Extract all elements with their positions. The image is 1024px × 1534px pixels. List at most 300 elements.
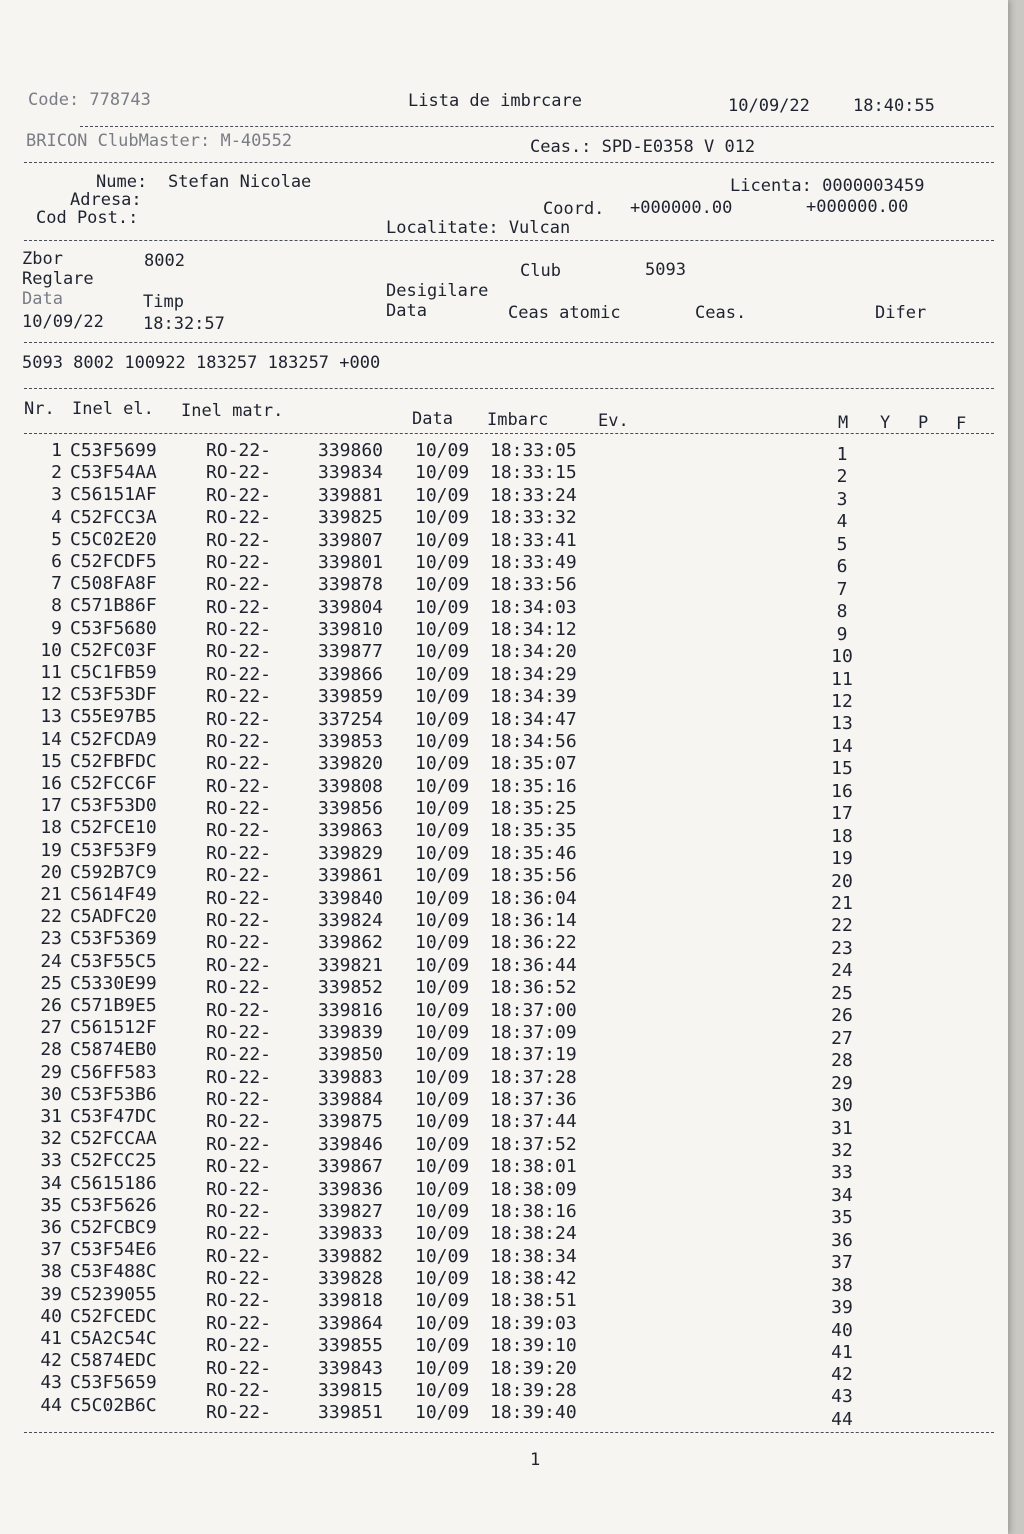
boarding-date: 10/09 bbox=[415, 440, 470, 461]
registration-number: 339861 bbox=[318, 865, 384, 887]
system-id: BRICON ClubMaster: M-40552 bbox=[26, 131, 293, 151]
electronic-ring-id: C561512F bbox=[70, 1017, 157, 1039]
electronic-ring-id: C5C1FB59 bbox=[70, 662, 157, 683]
address-label: Adresa: bbox=[70, 190, 142, 210]
registration-number: 339860 bbox=[318, 440, 384, 461]
boarding-time: 18:37:19 bbox=[490, 1044, 577, 1066]
registration-number: 339881 bbox=[318, 484, 384, 506]
position-m: 3 bbox=[836, 488, 848, 510]
table-row bbox=[0, 728, 1008, 757]
registration-number: 339820 bbox=[318, 753, 384, 775]
page-number: 1 bbox=[530, 1450, 541, 1470]
electronic-ring-id: C571B86F bbox=[70, 595, 157, 617]
boarding-date: 10/09 bbox=[415, 1021, 470, 1043]
registration-number: 339810 bbox=[318, 619, 384, 641]
position-m: 26 bbox=[831, 1005, 853, 1027]
ring-prefix: RO-22- bbox=[206, 775, 272, 797]
electronic-ring-id: C52FC03F bbox=[70, 639, 157, 661]
ring-prefix: RO-22- bbox=[206, 1335, 272, 1357]
electronic-ring-id: C52FCEDC bbox=[70, 1305, 157, 1327]
boarding-time: 18:39:28 bbox=[490, 1379, 577, 1401]
boarding-date: 10/09 bbox=[415, 708, 470, 730]
ring-prefix: RO-22- bbox=[206, 1066, 272, 1088]
row-number: 27 bbox=[40, 1017, 62, 1039]
position-m: 35 bbox=[831, 1207, 853, 1229]
electronic-ring-id: C5A2C54C bbox=[70, 1328, 157, 1349]
electronic-ring-id: C52FCDF5 bbox=[70, 551, 157, 572]
boarding-time: 18:38:51 bbox=[490, 1290, 577, 1312]
boarding-time: 18:38:24 bbox=[490, 1223, 577, 1245]
boarding-date: 10/09 bbox=[415, 798, 470, 820]
ring-prefix: RO-22- bbox=[206, 686, 272, 708]
position-m: 1 bbox=[836, 444, 848, 465]
name-label: Nume: bbox=[96, 172, 148, 192]
boarding-time: 18:36:04 bbox=[490, 887, 577, 909]
row-number: 8 bbox=[51, 595, 62, 617]
boarding-date: 10/09 bbox=[415, 1223, 470, 1245]
table-row bbox=[0, 773, 1008, 802]
boarding-time: 18:34:12 bbox=[490, 619, 577, 641]
table-row bbox=[0, 1017, 1008, 1049]
row-number: 25 bbox=[40, 972, 62, 994]
position-m: 43 bbox=[831, 1386, 853, 1408]
row-number: 12 bbox=[40, 684, 62, 706]
electronic-ring-id: C53F54E6 bbox=[70, 1239, 157, 1261]
row-number: 2 bbox=[51, 462, 62, 484]
flight-number: 8002 bbox=[144, 251, 185, 271]
boarding-time: 18:37:28 bbox=[490, 1066, 577, 1088]
position-m: 23 bbox=[831, 937, 853, 959]
boarding-date: 10/09 bbox=[415, 1044, 470, 1066]
boarding-time: 18:35:46 bbox=[490, 842, 577, 864]
registration-number: 339859 bbox=[318, 686, 384, 708]
electronic-ring-id: C5C02B6C bbox=[70, 1394, 157, 1416]
ring-prefix: RO-22- bbox=[206, 909, 272, 931]
table-row bbox=[0, 750, 1008, 780]
row-number: 28 bbox=[40, 1039, 62, 1061]
boarding-date: 10/09 bbox=[415, 1268, 470, 1290]
position-m: 33 bbox=[831, 1162, 853, 1184]
row-number: 4 bbox=[51, 506, 62, 528]
boarding-date: 10/09 bbox=[415, 1379, 470, 1401]
electronic-ring-id: C53F55C5 bbox=[70, 950, 157, 972]
row-number: 10 bbox=[40, 639, 62, 661]
divider bbox=[24, 1432, 994, 1433]
ring-prefix: RO-22- bbox=[206, 798, 272, 820]
boarding-time: 18:34:20 bbox=[490, 641, 577, 663]
row-number: 6 bbox=[51, 551, 62, 572]
boarding-date: 10/09 bbox=[415, 574, 470, 596]
electronic-ring-id: C52FCCAA bbox=[70, 1128, 157, 1150]
row-number: 36 bbox=[40, 1217, 62, 1238]
position-m: 15 bbox=[831, 758, 853, 780]
postal-code-label: Cod Post.: bbox=[36, 208, 139, 228]
row-number: 32 bbox=[40, 1128, 62, 1150]
ring-prefix: RO-22- bbox=[206, 1111, 272, 1133]
electronic-ring-id: C53F53B6 bbox=[70, 1083, 157, 1105]
divider bbox=[24, 342, 994, 343]
boarding-date: 10/09 bbox=[415, 1245, 470, 1267]
col-date: Data bbox=[412, 409, 453, 429]
setting-date-label: Data bbox=[22, 289, 63, 309]
ring-prefix: RO-22- bbox=[206, 641, 272, 663]
divider bbox=[24, 433, 994, 434]
table-row bbox=[0, 551, 1008, 578]
registration-number: 339875 bbox=[318, 1111, 384, 1133]
boarding-date: 10/09 bbox=[415, 529, 470, 551]
divider bbox=[80, 126, 994, 127]
row-number: 37 bbox=[40, 1239, 62, 1261]
boarding-date: 10/09 bbox=[415, 753, 470, 775]
boarding-time: 18:37:09 bbox=[490, 1021, 577, 1043]
unsealing-label: Desigilare bbox=[386, 281, 489, 301]
boarding-date: 10/09 bbox=[415, 484, 470, 506]
electronic-ring-id: C56FF583 bbox=[70, 1061, 157, 1083]
position-m: 6 bbox=[836, 556, 848, 578]
row-number: 26 bbox=[40, 995, 62, 1016]
row-number: 23 bbox=[40, 928, 62, 950]
position-m: 18 bbox=[831, 825, 853, 847]
row-number: 38 bbox=[40, 1261, 62, 1283]
row-number: 3 bbox=[51, 484, 62, 506]
boarding-date: 10/09 bbox=[415, 1312, 470, 1334]
boarding-time: 18:34:47 bbox=[490, 708, 577, 730]
row-number: 20 bbox=[40, 861, 62, 883]
divider bbox=[24, 162, 994, 163]
table-row bbox=[0, 706, 1008, 735]
position-m: 24 bbox=[831, 960, 853, 982]
registration-number: 339850 bbox=[318, 1044, 384, 1066]
ring-prefix: RO-22- bbox=[206, 1379, 272, 1401]
boarding-date: 10/09 bbox=[415, 507, 470, 529]
row-number: 21 bbox=[40, 884, 62, 905]
table-row bbox=[0, 484, 1008, 510]
row-number: 14 bbox=[40, 728, 62, 750]
electronic-ring-id: C571B9E5 bbox=[70, 995, 157, 1016]
boarding-date: 10/09 bbox=[415, 1335, 470, 1357]
table-row bbox=[0, 861, 1008, 892]
clock-id: Ceas.: SPD-E0358 V 012 bbox=[530, 137, 756, 157]
position-m: 8 bbox=[836, 601, 848, 623]
ring-prefix: RO-22- bbox=[206, 529, 272, 551]
boarding-date: 10/09 bbox=[415, 909, 470, 931]
coord-y: +000000.00 bbox=[806, 197, 909, 217]
row-number: 34 bbox=[40, 1172, 62, 1194]
position-m: 41 bbox=[831, 1342, 853, 1363]
position-m: 7 bbox=[836, 578, 848, 600]
boarding-time: 18:39:40 bbox=[490, 1402, 577, 1424]
table-row bbox=[0, 817, 1008, 847]
boarding-date: 10/09 bbox=[415, 641, 470, 663]
row-number: 41 bbox=[40, 1328, 62, 1349]
table-row bbox=[0, 440, 1008, 465]
table-row bbox=[0, 573, 1008, 600]
registration-number: 339807 bbox=[318, 529, 384, 551]
table-row bbox=[0, 1394, 1008, 1430]
electronic-ring-id: C53F5699 bbox=[70, 440, 157, 461]
registration-number: 339839 bbox=[318, 1021, 384, 1043]
print-date: 10/09/22 bbox=[728, 96, 810, 116]
boarding-time: 18:33:15 bbox=[490, 462, 577, 484]
position-m: 30 bbox=[831, 1095, 853, 1117]
electronic-ring-id: C53F5626 bbox=[70, 1194, 157, 1216]
position-m: 5 bbox=[836, 533, 848, 555]
col-f: F bbox=[956, 414, 967, 434]
boarding-date: 10/09 bbox=[415, 1178, 470, 1200]
print-time: 18:40:55 bbox=[853, 96, 935, 116]
registration-number: 339846 bbox=[318, 1133, 384, 1155]
table-row bbox=[0, 884, 1008, 914]
registration-number: 339856 bbox=[318, 798, 384, 820]
electronic-ring-id: C5ADFC20 bbox=[70, 906, 157, 928]
col-nr: Nr. bbox=[24, 399, 55, 419]
divider bbox=[24, 388, 994, 389]
boarding-date: 10/09 bbox=[415, 887, 470, 909]
position-m: 28 bbox=[831, 1050, 853, 1072]
boarding-date: 10/09 bbox=[415, 686, 470, 708]
position-m: 14 bbox=[831, 735, 853, 757]
electronic-ring-id: C53F488C bbox=[70, 1261, 157, 1283]
difference-label: Difer bbox=[875, 303, 927, 323]
boarding-time: 18:33:41 bbox=[490, 529, 577, 551]
position-m: 38 bbox=[831, 1274, 853, 1296]
registration-number: 339855 bbox=[318, 1335, 384, 1357]
col-boarding: Imbarc bbox=[487, 410, 549, 430]
boarding-time: 18:39:10 bbox=[490, 1335, 577, 1357]
setting-date: 10/09/22 bbox=[22, 312, 104, 332]
position-m: 21 bbox=[831, 893, 853, 914]
ring-prefix: RO-22- bbox=[206, 1021, 272, 1043]
col-electronic-ring: Inel el. bbox=[72, 399, 154, 419]
boarding-time: 18:36:22 bbox=[490, 932, 577, 954]
boarding-date: 10/09 bbox=[415, 1133, 470, 1155]
position-m: 12 bbox=[831, 690, 853, 712]
boarding-time: 18:35:35 bbox=[490, 820, 577, 842]
boarding-date: 10/09 bbox=[415, 619, 470, 641]
position-m: 29 bbox=[831, 1072, 853, 1094]
table-row bbox=[0, 595, 1008, 623]
ring-prefix: RO-22- bbox=[206, 977, 272, 999]
position-m: 40 bbox=[831, 1319, 853, 1341]
row-number: 13 bbox=[40, 706, 62, 728]
registration-number: 339818 bbox=[318, 1290, 384, 1312]
ring-prefix: RO-22- bbox=[206, 596, 272, 618]
row-number: 40 bbox=[40, 1305, 62, 1327]
ring-prefix: RO-22- bbox=[206, 574, 272, 596]
ring-prefix: RO-22- bbox=[206, 1089, 272, 1111]
position-m: 25 bbox=[831, 982, 853, 1004]
electronic-ring-id: C53F54AA bbox=[70, 462, 157, 484]
registration-number: 339804 bbox=[318, 596, 384, 618]
boarding-time: 18:38:34 bbox=[490, 1245, 577, 1267]
registration-number: 339801 bbox=[318, 551, 384, 573]
ring-prefix: RO-22- bbox=[206, 820, 272, 842]
boarding-time: 18:38:16 bbox=[490, 1200, 577, 1222]
row-number: 35 bbox=[40, 1194, 62, 1216]
boarding-date: 10/09 bbox=[415, 977, 470, 999]
boarding-time: 18:38:01 bbox=[490, 1156, 577, 1178]
row-number: 29 bbox=[40, 1061, 62, 1083]
ring-prefix: RO-22- bbox=[206, 440, 272, 461]
electronic-ring-id: C52FCE10 bbox=[70, 817, 157, 839]
ring-prefix: RO-22- bbox=[206, 865, 272, 887]
boarding-time: 18:34:03 bbox=[490, 596, 577, 618]
boarding-date: 10/09 bbox=[415, 1200, 470, 1222]
position-m: 42 bbox=[831, 1364, 853, 1386]
position-m: 39 bbox=[831, 1297, 853, 1319]
ring-prefix: RO-22- bbox=[206, 663, 272, 685]
locality: Localitate: Vulcan bbox=[386, 218, 571, 238]
flight-label: Zbor bbox=[22, 249, 63, 269]
registration-number: 339821 bbox=[318, 954, 384, 976]
code-label: Code: 778743 bbox=[28, 90, 151, 110]
registration-number: 339833 bbox=[318, 1223, 384, 1245]
registration-number: 339824 bbox=[318, 909, 384, 931]
owner-name: Stefan Nicolae bbox=[168, 172, 312, 192]
boarding-time: 18:34:29 bbox=[490, 663, 577, 685]
position-m: 10 bbox=[831, 646, 853, 668]
position-m: 34 bbox=[831, 1184, 853, 1206]
clock-label: Ceas. bbox=[695, 303, 747, 323]
ring-prefix: RO-22- bbox=[206, 1402, 272, 1424]
table-row bbox=[0, 928, 1008, 959]
ring-prefix: RO-22- bbox=[206, 507, 272, 529]
electronic-ring-id: C53F53DF bbox=[70, 684, 157, 706]
boarding-time: 18:34:39 bbox=[490, 686, 577, 708]
row-number: 39 bbox=[40, 1283, 62, 1305]
electronic-ring-id: C56151AF bbox=[70, 484, 157, 506]
registration-number: 339815 bbox=[318, 1379, 384, 1401]
electronic-ring-id: C52FCC6F bbox=[70, 773, 157, 794]
boarding-date: 10/09 bbox=[415, 820, 470, 842]
atomic-clock-label: Ceas atomic bbox=[508, 303, 621, 323]
row-number: 5 bbox=[51, 528, 62, 550]
boarding-date: 10/09 bbox=[415, 1290, 470, 1312]
ring-prefix: RO-22- bbox=[206, 730, 272, 752]
table-row bbox=[0, 662, 1008, 690]
boarding-time: 18:37:36 bbox=[490, 1089, 577, 1111]
electronic-ring-id: C5614F49 bbox=[70, 884, 157, 905]
boarding-time: 18:33:32 bbox=[490, 507, 577, 529]
boarding-date: 10/09 bbox=[415, 663, 470, 685]
registration-number: 339808 bbox=[318, 775, 384, 797]
row-number: 9 bbox=[51, 617, 62, 639]
electronic-ring-id: C52FBFDC bbox=[70, 750, 157, 772]
boarding-time: 18:38:42 bbox=[490, 1268, 577, 1290]
electronic-ring-id: C5874EDC bbox=[70, 1350, 157, 1372]
registration-number: 339853 bbox=[318, 730, 384, 752]
ring-prefix: RO-22- bbox=[206, 753, 272, 775]
electronic-ring-id: C52FCDA9 bbox=[70, 728, 157, 750]
boarding-date: 10/09 bbox=[415, 1089, 470, 1111]
registration-number: 339840 bbox=[318, 887, 384, 909]
position-m: 37 bbox=[831, 1252, 853, 1274]
boarding-time: 18:35:56 bbox=[490, 865, 577, 887]
row-number: 30 bbox=[40, 1083, 62, 1105]
ring-prefix: RO-22- bbox=[206, 1133, 272, 1155]
position-m: 32 bbox=[831, 1139, 853, 1161]
position-m: 4 bbox=[836, 511, 848, 533]
table-row bbox=[0, 684, 1008, 712]
boarding-date: 10/09 bbox=[415, 842, 470, 864]
ring-prefix: RO-22- bbox=[206, 1268, 272, 1290]
boarding-time: 18:33:56 bbox=[490, 574, 577, 596]
boarding-time: 18:39:20 bbox=[490, 1357, 577, 1379]
boarding-date: 10/09 bbox=[415, 551, 470, 573]
table-row bbox=[0, 528, 1008, 555]
ring-prefix: RO-22- bbox=[206, 484, 272, 506]
ring-prefix: RO-22- bbox=[206, 954, 272, 976]
document-title: Lista de imbrcare bbox=[408, 91, 582, 111]
table-row bbox=[0, 839, 1008, 870]
row-number: 31 bbox=[40, 1106, 62, 1127]
table-row bbox=[0, 906, 1008, 937]
ring-prefix: RO-22- bbox=[206, 619, 272, 641]
coord-label: Coord. bbox=[543, 199, 605, 219]
club-number: 5093 bbox=[645, 260, 686, 280]
row-number: 18 bbox=[40, 817, 62, 839]
table-row bbox=[0, 617, 1008, 645]
ring-prefix: RO-22- bbox=[206, 1245, 272, 1267]
setting-time: 18:32:57 bbox=[143, 314, 225, 334]
row-number: 15 bbox=[40, 750, 62, 772]
unsealing-date-label: Data bbox=[386, 301, 427, 321]
ring-prefix: RO-22- bbox=[206, 842, 272, 864]
ring-prefix: RO-22- bbox=[206, 1357, 272, 1379]
row-number: 43 bbox=[40, 1372, 62, 1394]
registration-number: 339867 bbox=[318, 1156, 384, 1178]
ring-prefix: RO-22- bbox=[206, 1044, 272, 1066]
boarding-time: 18:38:09 bbox=[490, 1178, 577, 1200]
ring-prefix: RO-22- bbox=[206, 1156, 272, 1178]
registration-number: 339863 bbox=[318, 820, 384, 842]
position-m: 13 bbox=[831, 713, 853, 735]
boarding-date: 10/09 bbox=[415, 865, 470, 887]
registration-number: 339816 bbox=[318, 999, 384, 1021]
boarding-time: 18:35:07 bbox=[490, 753, 577, 775]
col-y: Y bbox=[880, 413, 891, 433]
electronic-ring-id: C53F53F9 bbox=[70, 839, 157, 861]
table-row bbox=[0, 462, 1008, 488]
registration-number: 339866 bbox=[318, 663, 384, 685]
row-number: 1 bbox=[51, 440, 62, 461]
boarding-date: 10/09 bbox=[415, 775, 470, 797]
table-row bbox=[0, 950, 1008, 982]
electronic-ring-id: C53F5659 bbox=[70, 1372, 157, 1394]
col-m: M bbox=[838, 413, 849, 433]
registration-number: 339877 bbox=[318, 641, 384, 663]
electronic-ring-id: C508FA8F bbox=[70, 573, 157, 595]
ring-prefix: RO-22- bbox=[206, 1178, 272, 1200]
boarding-time: 18:34:56 bbox=[490, 730, 577, 752]
boarding-time: 18:33:49 bbox=[490, 551, 577, 573]
position-m: 31 bbox=[831, 1117, 853, 1139]
boarding-date: 10/09 bbox=[415, 999, 470, 1021]
row-number: 44 bbox=[40, 1394, 62, 1416]
row-number: 42 bbox=[40, 1350, 62, 1372]
electronic-ring-id: C5C02E20 bbox=[70, 528, 157, 550]
position-m: 20 bbox=[831, 870, 853, 892]
registration-number: 339878 bbox=[318, 574, 384, 596]
row-number: 24 bbox=[40, 950, 62, 972]
boarding-time: 18:35:16 bbox=[490, 775, 577, 797]
electronic-ring-id: C52FCBC9 bbox=[70, 1217, 157, 1238]
position-m: 11 bbox=[831, 668, 853, 690]
position-m: 27 bbox=[831, 1027, 853, 1049]
registration-number: 339851 bbox=[318, 1402, 384, 1424]
boarding-date: 10/09 bbox=[415, 462, 470, 484]
position-m: 19 bbox=[831, 848, 853, 870]
